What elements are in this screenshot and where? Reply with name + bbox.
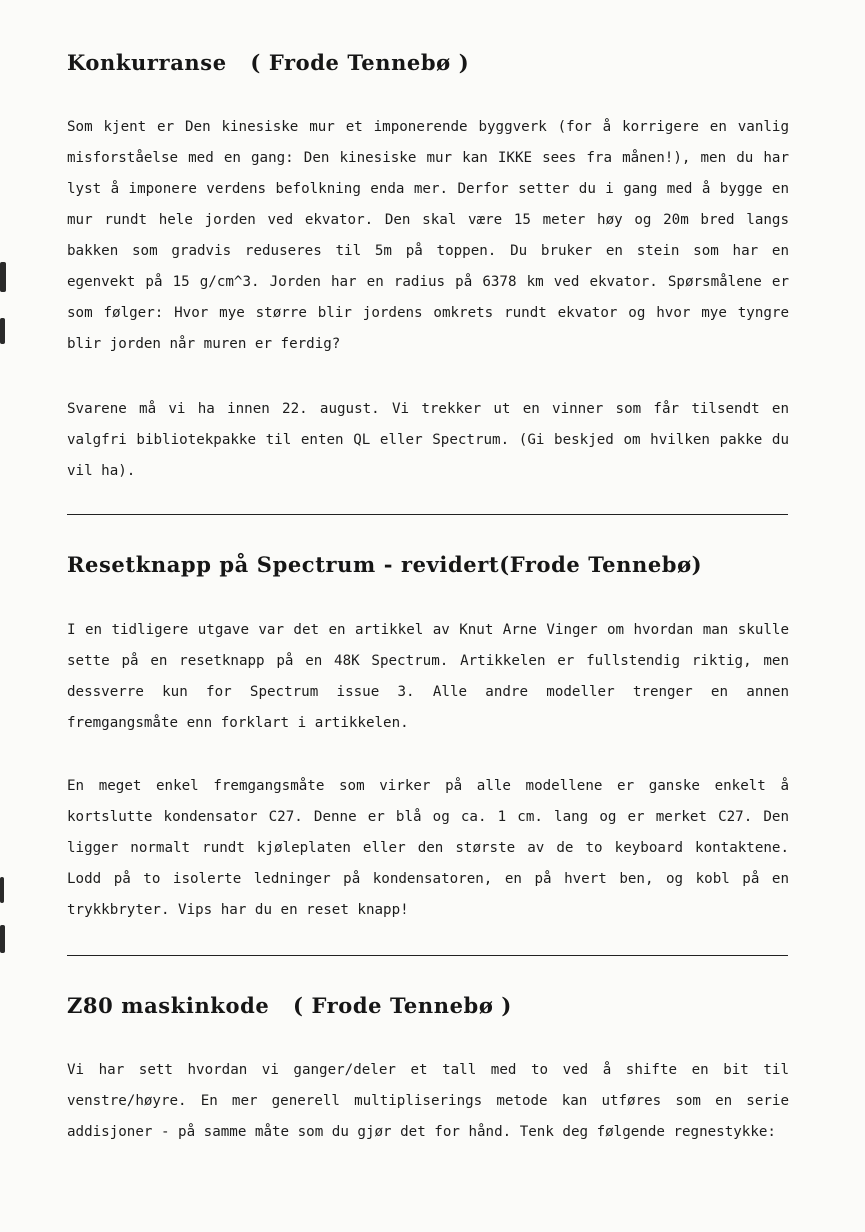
- scan-artifact: [0, 262, 6, 292]
- section-divider: [67, 514, 788, 515]
- section-divider: [67, 955, 788, 956]
- paragraph: Svarene må vi ha innen 22. august. Vi trekker ut en vinner som får tilsendt en valgfri bibliotekpakke til enten QL eller Spectrum. (Gi beskjed om hvilken pakke du vil ha).: [67, 401, 789, 479]
- paragraph: Som kjent er Den kinesiske mur et imponerende byggverk (for å korrigere en vanlig misforståelse med en gang: Den kinesiske mur kan IKKE sees fra månen!), men du har lyst å imponere verdens befolkning enda mer. Derfor setter du i gang med å bygge en mur rundt hele jorden ved ekvator. Den skal være 15 meter høy og 20m bred langs bakken som gradvis reduseres til 5m på toppen. Du bruker en stein som har en egenvekt på 15 g/cm^3. Jorden har en radius på 6378 km ved ekvator. Spørsmålene er som følger: Hvor mye større blir jordens omkrets rundt ekvator og hvor mye tyngre blir jorden når muren er ferdig?: [67, 119, 789, 352]
- paragraph: En meget enkel fremgangsmåte som virker på alle modellene er ganske enkelt å kortslutte kondensator C27. Denne er blå og ca. 1 cm. lang og er merket C27. Den ligger normalt rundt kjøleplaten eller den største av de to keyboard kontaktene. Lodd på to isolerte ledninger på kondensatoren, en på hvert ben, og kobl på en trykkbryter. Vips har du en reset knapp!: [67, 778, 789, 918]
- scan-artifact: [0, 925, 5, 953]
- scan-artifact: [0, 877, 4, 903]
- section-heading-z80: Z80 maskinkode ( Frode Tennebø ): [67, 993, 512, 1018]
- section-heading-konkurranse: Konkurranse ( Frode Tennebø ): [67, 50, 470, 75]
- scan-artifact: [0, 318, 5, 344]
- section-heading-resetknapp: Resetknapp på Spectrum - revidert(Frode Tennebø): [67, 552, 703, 577]
- paragraph: I en tidligere utgave var det en artikkel av Knut Arne Vinger om hvordan man skulle sette på en resetknapp på en 48K Spectrum. Artikkelen er fullstendig riktig, men dessverre kun for Spectrum issue 3. Alle andre modeller trenger en annen fremgangsmåte enn forklart i artikkelen.: [67, 622, 789, 731]
- paragraph: Vi har sett hvordan vi ganger/deler et tall med to ved å shifte en bit til venstre/høyre. En mer generell multipliserings metode kan utføres som en serie addisjoner - på samme måte som du gjør det for hånd. Tenk deg følgende regnestykke:: [67, 1062, 789, 1140]
